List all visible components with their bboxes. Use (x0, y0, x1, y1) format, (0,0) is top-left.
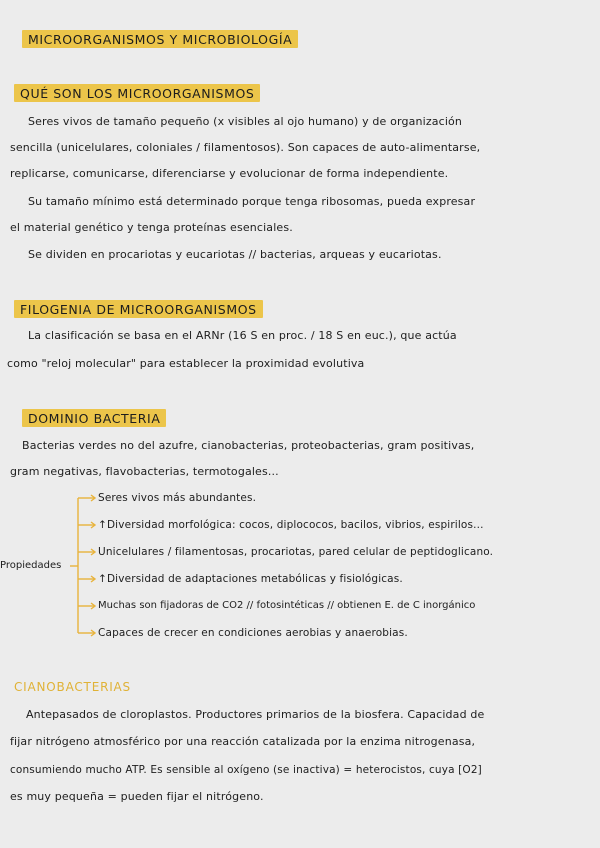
text-line: Bacterias verdes no del azufre, cianobacterias, proteobacterias, gram positivas, (22, 439, 475, 452)
property-item: Seres vivos más abundantes. (98, 492, 257, 504)
text-line: Su tamaño mínimo está determinado porque tenga ribosomas, pueda expresar (28, 195, 476, 208)
property-item: ↑Diversidad morfológica: cocos, diplococos, bacilos, vibrios, espirilos... (98, 519, 484, 531)
text-line: el material genético y tenga proteínas esenciales. (10, 221, 293, 234)
section-heading-filogenia: FILOGENIA DE MICROORGANISMOS (14, 300, 263, 318)
text-line: La clasificación se basa en el ARNr (16 S en proc. / 18 S en euc.), que actúa (28, 329, 457, 342)
text-line: como "reloj molecular" para establecer la proximidad evolutiva (7, 357, 365, 370)
text-line: fijar nitrógeno atmosférico por una reacción catalizada por la enzima nitrogenasa, (10, 735, 476, 748)
text-line: es muy pequeña = pueden fijar el nitrógeno. (10, 790, 264, 803)
properties-label: Propiedades (0, 560, 62, 571)
property-item: Unicelulares / filamentosas, procariotas, pared celular de peptidoglicano. (98, 546, 494, 558)
page-title: MICROORGANISMOS Y MICROBIOLOGÍA (22, 30, 298, 48)
text-line: Antepasados de cloroplastos. Productores primarios de la biosfera. Capacidad de (26, 708, 485, 721)
text-line: sencilla (unicelulares, coloniales / filamentosos). Son capaces de auto-alimentarse, (10, 141, 481, 154)
section-heading-cianobacterias: CIANOBACTERIAS (14, 680, 131, 694)
property-item: Muchas son fijadoras de CO2 // fotosintéticas // obtienen E. de C inorgánico (98, 600, 476, 611)
text-line: Se dividen en procariotas y eucariotas // bacterias, arqueas y eucariotas. (28, 248, 442, 261)
section-heading-dominio-bacteria: DOMINIO BACTERIA (22, 409, 166, 427)
text-line: gram negativas, flavobacterias, termotogales... (10, 465, 279, 478)
property-item: ↑Diversidad de adaptaciones metabólicas y fisiológicas. (98, 573, 403, 585)
text-line: replicarse, comunicarse, diferenciarse y evolucionar de forma independiente. (10, 167, 449, 180)
text-line: consumiendo mucho ATP. Es sensible al oxígeno (se inactiva) = heterocistos, cuya [O2] (10, 764, 482, 776)
property-item: Capaces de crecer en condiciones aerobias y anaerobias. (98, 627, 408, 639)
section-heading-microorganismos: QUÉ SON LOS MICROORGANISMOS (14, 84, 260, 102)
text-line: Seres vivos de tamaño pequeño (x visibles al ojo humano) y de organización (28, 115, 463, 128)
